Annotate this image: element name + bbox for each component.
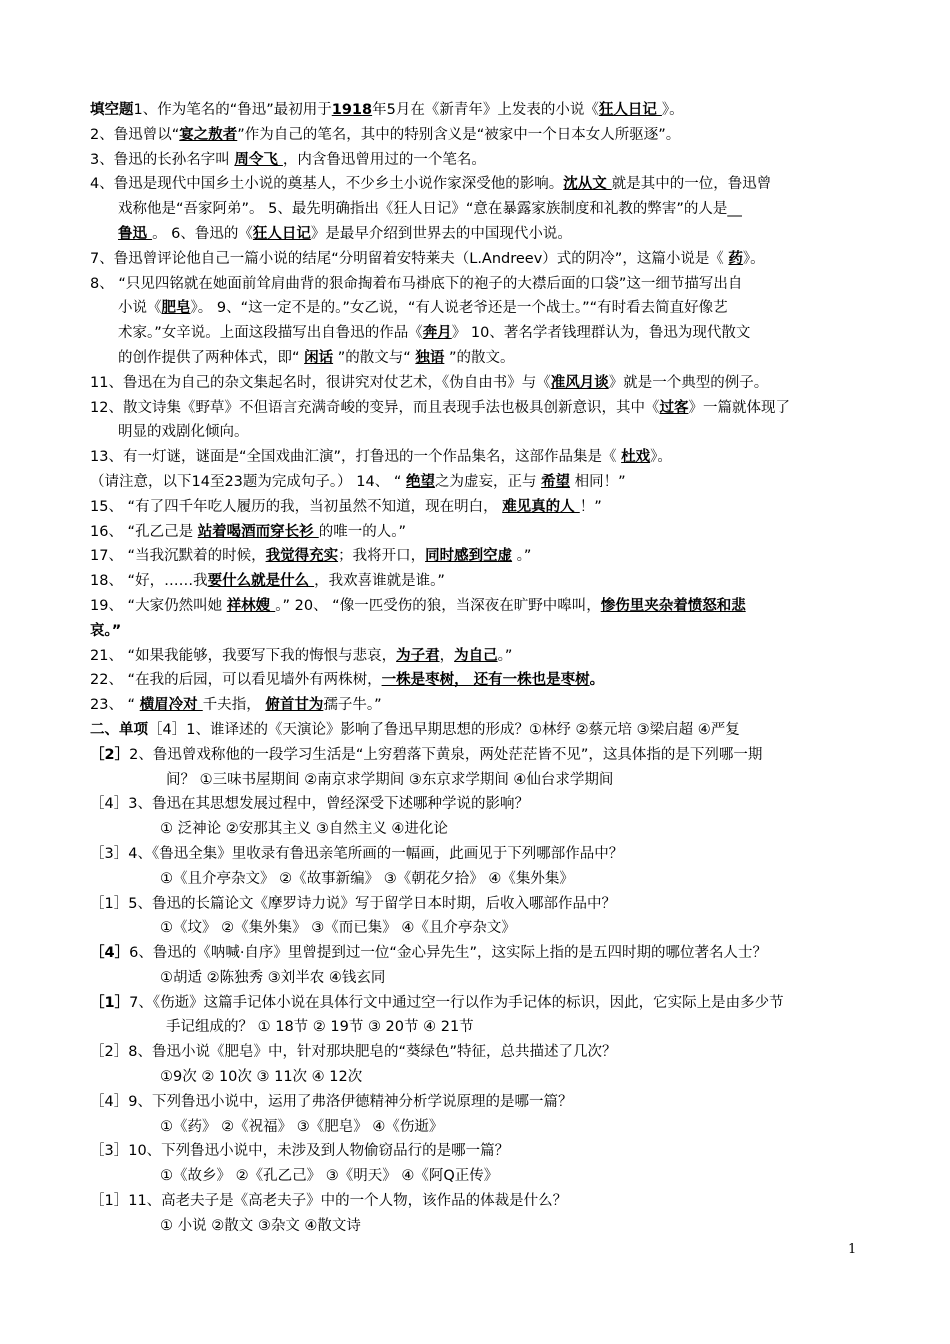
text-line (90, 1115, 870, 1140)
answer-text: 为子君 (396, 647, 440, 664)
line-text: 》。 9、“这一定不是的。”女乙说，“有人说老爷还是一个战士。”“有时看去简直好像艺 (190, 300, 728, 317)
line-text: 11、鲁迅在为自己的杂文集起名时，很讲究对仗艺术，《伪自由书》与《 (90, 374, 551, 391)
line-text: 手记组成的？ ① 18节 ② 19节 ③ 20节 ④ 21节 (166, 1019, 474, 1036)
line-text: ①胡适 ②陈独秀 ③刘半农 ④钱玄同 (160, 969, 386, 986)
page-number: 1 (848, 1242, 857, 1257)
text-line (90, 1164, 870, 1189)
line-text: 》。 (650, 449, 672, 466)
line-text: 。 (589, 672, 605, 689)
line-text: 年5月在《新青年》上发表的小说《 (372, 102, 599, 118)
answer-text: 横眉冷对 (139, 697, 203, 714)
text-line (90, 668, 870, 693)
line-text: 23、 “ (90, 697, 140, 714)
line-text: 。” 20、 “像一匹受伤的狼，当深夜在旷野中嗥叫， (275, 597, 601, 614)
text-line (90, 693, 870, 718)
line-text: 术家。”女辛说。上面这段描写出自鲁迅的作品《 (118, 325, 423, 342)
line-text: 2、鲁迅曾以“ (90, 126, 180, 143)
answer-text: 鲁迅 (118, 225, 153, 242)
text-line (90, 1090, 870, 1115)
text-line (90, 520, 870, 545)
text-line (90, 470, 870, 495)
answer-text: 狂人日记 (252, 225, 311, 242)
text-line (90, 272, 870, 297)
line-text: 就是其中的一位，鲁迅曾 (611, 176, 772, 193)
text-line (90, 594, 870, 619)
text-line (90, 569, 870, 594)
line-text: 的唯一的人。” (318, 523, 407, 540)
answer-text: 为自己 (454, 647, 498, 664)
text-line (90, 718, 870, 743)
answer-text: 我觉得充实 (265, 548, 339, 565)
line-text: ① 泛神论 ②安那其主义 ③自然主义 ④进化论 (160, 821, 448, 838)
text-line (90, 371, 870, 396)
line-text: ”的散文。 (444, 349, 515, 366)
line-text: ”的散文与“ (333, 349, 416, 366)
line-text: 22、 “在我的后园，可以看见墙外有两株树， (90, 672, 382, 689)
line-text: 》。 (742, 250, 765, 267)
text-line (90, 916, 870, 941)
answer-text: 狂人日记 (598, 102, 662, 118)
line-text: 7、《伤逝》这篇手记体小说在具体行文中通过空一行以作为手记体的标识，因此，它实际上是由多少节 (129, 994, 784, 1011)
text-line (90, 1015, 870, 1040)
line-text: 2、鲁迅曾戏称他的一段学习生活是“上穷碧落下黄泉，两处茫茫皆不见”，这具体指的是下列哪一期 (129, 746, 763, 763)
line-text: 18、 “好，……我 (90, 573, 208, 590)
text-line (90, 544, 870, 569)
text-line (90, 172, 870, 197)
line-text: 21、 “如果我能够，我要写下我的悔恨与悲哀， (90, 647, 397, 664)
line-text: 明显的戏剧化倾向。 (118, 424, 249, 441)
answer-text: 过客 (659, 399, 689, 416)
line-text: ［1］5、鲁迅的长篇论文《摩罗诗力说》写于留学日本时期，后收入哪部作品中？ (90, 895, 616, 912)
text-line (90, 817, 870, 842)
answer-text: 独语 (415, 349, 445, 366)
text-line (90, 321, 870, 346)
line-text: 相同！” (570, 473, 626, 490)
line-text: 16、 “孔乙己是 (90, 523, 198, 540)
line-text: 》是最早介绍到世界去的中国现代小说。 (310, 225, 572, 242)
text-line (90, 1139, 870, 1164)
line-text: 千夫指， (202, 697, 266, 714)
line-text: 4、鲁迅是现代中国乡土小说的奠基人，不少乡土小说作家深受他的影响。 (90, 176, 564, 193)
text-line (90, 1214, 870, 1239)
line-text: ［1］ (90, 994, 130, 1011)
text-line (90, 644, 870, 669)
text-line (90, 743, 870, 768)
line-text: ①《且介亭杂文》 ②《故事新编》 ③《朝花夕拾》 ④《集外集》 (160, 870, 574, 887)
line-text: 17、 “当我沉默着的时候， (90, 548, 266, 565)
text-line (90, 148, 870, 173)
line-text: ［4］1、谁译述的《天演论》影响了鲁迅早期思想的形成？①林纾 ②蔡元培 ③梁启超 ④严复 (148, 721, 740, 738)
line-text: ①《故乡》 ②《孔乙己》 ③《明天》 ④《阿Q正传》 (160, 1168, 499, 1185)
line-text: 哀。” (90, 622, 122, 639)
line-text: 填空题 (90, 102, 134, 118)
line-text: 8、 “只见四铭就在她面前耸肩曲背的狠命掏着布马褂底下的袍子的大襟后面的口袋”这一细节描写出自 (90, 275, 743, 292)
answer-text: 祥林嫂 (226, 597, 276, 614)
text-line (90, 346, 870, 371)
line-text: 戏称他是“吾家阿弟”。 5、最先明确指出《狂人日记》“意在暴露家族制度和礼教的弊害”的人是__ (118, 201, 742, 218)
line-text: ①《药》 ②《祝福》 ③《肥皂》 ④《伤逝》 (160, 1118, 444, 1135)
text-line (90, 296, 870, 321)
line-text: ［4］ (90, 945, 130, 962)
text-line (90, 991, 870, 1016)
answer-text: 周令飞 (234, 151, 283, 168)
answer-text: 杜戏 (621, 449, 651, 466)
line-text: 小说《 (118, 300, 162, 317)
text-line (90, 197, 870, 222)
answer-text: 药 (728, 250, 743, 267)
line-text: ［2］ (90, 746, 130, 763)
line-text: ［2］8、鲁迅小说《肥皂》中，针对那块肥皂的“葵绿色”特征，总共描述了几次？ (90, 1044, 617, 1061)
answer-text: 奔月 (422, 325, 452, 342)
line-text: ！” (579, 498, 602, 515)
line-text: ［4］3、鲁迅在其思想发展过程中，曾经深受下述哪种学说的影响？ (90, 796, 529, 813)
answer-text: 肥皂 (161, 300, 191, 317)
answer-text: 准风月谈 (550, 374, 609, 391)
line-text: 二、单项 (90, 721, 148, 738)
line-text: 7、鲁迅曾评论他自己一篇小说的结尾“分明留着安特莱夫（L.Andreev）式的阴冷”，这篇小说是《 (90, 250, 729, 267)
line-text: ，内含鲁迅曾用过的一个笔名。 (282, 151, 486, 168)
text-line (90, 98, 870, 123)
line-text: ［1］11、高老夫子是《高老夫子》中的一个人物，该作品的体裁是什么？ (90, 1193, 568, 1210)
answer-text: 站着喝酒而穿长衫 (197, 523, 319, 540)
text-line (90, 966, 870, 991)
line-text: ①《坟》 ②《集外集》 ③《而已集》 ④《且介亭杂文》 (160, 920, 516, 937)
line-text: 》一篇就体现了 (688, 399, 790, 416)
answer-text: 希望 (541, 473, 571, 490)
line-text: 。 6、鲁迅的《 (152, 225, 253, 242)
line-text: 。” (512, 548, 532, 565)
text-line (90, 842, 870, 867)
line-text: ，我欢喜谁就是谁。” (314, 573, 445, 590)
document-page (90, 98, 870, 1239)
line-text: 间？ ①三味书屋期间 ②南京求学期间 ③东京求学期间 ④仙台求学期间 (166, 771, 614, 788)
text-line (90, 420, 870, 445)
answer-text: 惨伤里夹杂着愤怒和悲 (600, 597, 746, 614)
line-text: ”作为自己的笔名，其中的特别含义是“被家中一个日本女人所驱逐”。 (237, 126, 681, 143)
text-line (90, 247, 870, 272)
text-line (90, 1040, 870, 1065)
line-text: 15、 “有了四千年吃人履历的我，当初虽然不知道，现在明白， (90, 498, 503, 515)
answer-text: 一株是枣树， 还有一株也是枣树 (381, 672, 590, 689)
text-line (90, 222, 870, 247)
text-line (90, 941, 870, 966)
answer-text: 绝望 (405, 473, 435, 490)
text-line (90, 1189, 870, 1214)
text-line (90, 619, 870, 644)
line-text: ①9次 ② 10次 ③ 11次 ④ 12次 (160, 1069, 363, 1086)
text-line (90, 892, 870, 917)
answer-text: 沈从文 (563, 176, 612, 193)
line-text: 孺子牛。” (323, 697, 382, 714)
answer-text: 同时感到空虚 (425, 548, 513, 565)
answer-text: 要什么就是什么 (207, 573, 315, 590)
text-line (90, 867, 870, 892)
line-text: 》就是一个典型的例子。 (608, 374, 769, 391)
answer-text: 俯首甘为 (265, 697, 324, 714)
line-text: ［4］9、下列鲁迅小说中，运用了弗洛伊德精神分析学说原理的是哪一篇？ (90, 1093, 573, 1110)
line-text: 》。 (661, 102, 684, 118)
line-text: ；我将开口， (338, 548, 426, 565)
line-text: 》 10、著名学者钱理群认为，鲁迅为现代散文 (451, 325, 751, 342)
line-text: ［3］4、《鲁迅全集》里收录有鲁迅亲笔所画的一幅画，此画见于下列哪部作品中？ (90, 845, 624, 862)
text-line (90, 396, 870, 421)
text-line (90, 792, 870, 817)
line-text: 19、 “大家仍然叫她 (90, 597, 227, 614)
line-text: 12、散文诗集《野草》不但语言充满奇峻的变异，而且表现手法也极具创新意识，其中《 (90, 399, 660, 416)
line-text: ［3］10、下列鲁迅小说中，未涉及到人物偷窃品行的是哪一篇？ (90, 1143, 510, 1160)
answer-text: 闲话 (304, 349, 334, 366)
line-text: ， (439, 647, 455, 664)
line-text: 之为虚妄，正与 (434, 473, 542, 490)
line-text: 6、鲁迅的《呐喊·自序》里曾提到过一位“金心异先生”，这实际上指的是五四时期的哪位著名人士？ (129, 945, 767, 962)
line-text: ① 小说 ②散文 ③杂文 ④散文诗 (160, 1217, 361, 1234)
line-text: （请注意，以下14至23题为完成句子。） 14、 “ (90, 473, 406, 490)
text-line (90, 495, 870, 520)
text-line (90, 1065, 870, 1090)
answer-text: 1918 (331, 102, 373, 118)
line-text: 1、作为笔名的“鲁迅”最初用于 (133, 102, 332, 118)
line-text: 3、鲁迅的长孙名字叫 (90, 151, 235, 168)
line-text: 的创作提供了两种体式，即“ (118, 349, 305, 366)
line-text: 13、有一灯谜，谜面是“全国戏曲汇演”，打鲁迅的一个作品集名，这部作品集是《 (90, 449, 622, 466)
line-text: 。” (497, 647, 513, 664)
text-line (90, 768, 870, 793)
answer-text: 难见真的人 (502, 498, 580, 515)
answer-text: 宴之敖者 (179, 126, 238, 143)
text-line (90, 123, 870, 148)
text-line (90, 445, 870, 470)
